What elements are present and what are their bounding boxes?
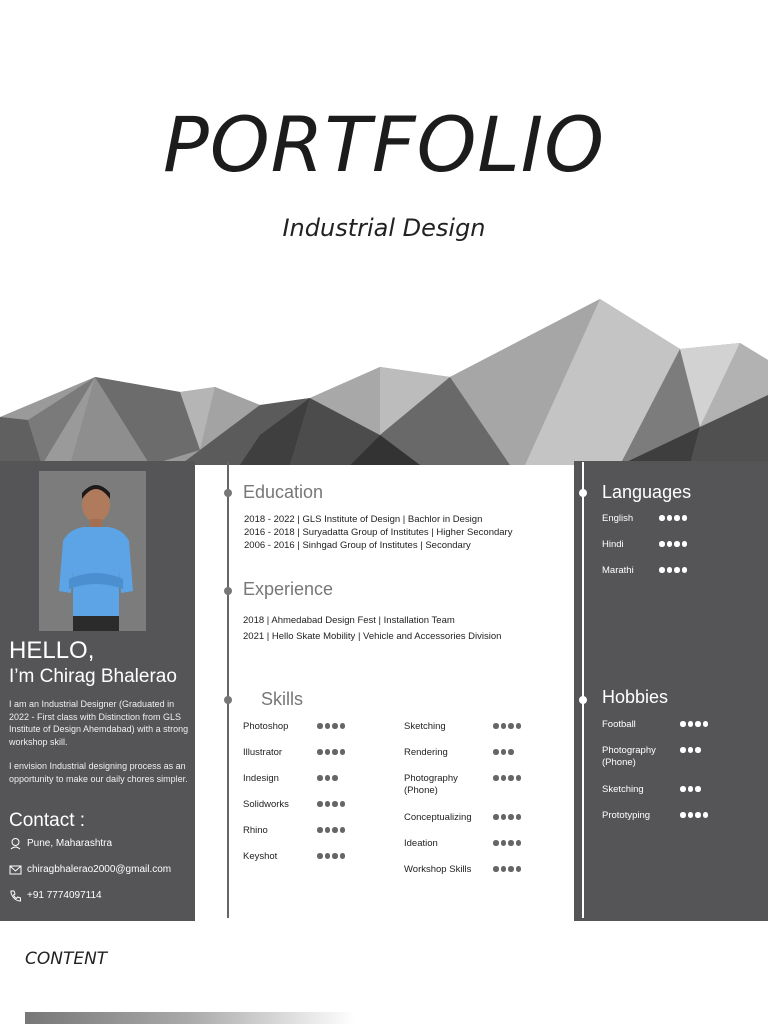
envelope-icon <box>9 863 22 876</box>
rating-dot <box>508 723 514 729</box>
rating-dot <box>688 747 694 753</box>
timeline-line <box>227 462 229 918</box>
rating-dot <box>317 775 323 781</box>
rating-dot <box>508 814 514 820</box>
location-pin-icon <box>9 837 22 850</box>
language-item-label: Hindi <box>602 539 624 550</box>
phone-link[interactable]: +91 7774097114 <box>27 889 102 901</box>
portfolio-title: PORTFOLIO <box>163 100 605 189</box>
rating-dots <box>659 565 687 577</box>
rating-dot <box>332 801 338 807</box>
rating-dot <box>501 814 507 820</box>
person-icon <box>39 471 146 631</box>
rating-dots <box>493 812 521 824</box>
skill-item-label: Sketching <box>404 721 446 732</box>
rating-dots <box>680 745 701 769</box>
skill-item <box>404 838 521 850</box>
rating-dot <box>325 801 331 807</box>
skill-item-label: Solidworks <box>243 799 289 810</box>
rating-dot <box>695 786 701 792</box>
rating-dots <box>493 864 521 876</box>
rating-dot <box>695 812 701 818</box>
content-label: CONTENT <box>25 949 108 969</box>
rating-dot <box>317 853 323 859</box>
rating-dot <box>659 515 665 521</box>
contact-heading: Contact : <box>9 810 86 831</box>
experience-item: 2021 | Hello Skate Mobility | Vehicle and Accessories Division <box>243 631 502 642</box>
hobby-item <box>602 719 708 731</box>
rating-dot <box>332 775 338 781</box>
rating-dots <box>659 539 687 551</box>
rating-dot <box>493 775 499 781</box>
timeline-dot-experience <box>224 587 232 595</box>
email-link[interactable]: chiragbhalerao2000@gmail.com <box>27 863 172 875</box>
language-item <box>602 565 687 577</box>
rating-dot <box>325 749 331 755</box>
rating-dot <box>340 827 346 833</box>
rating-dots <box>317 851 345 863</box>
rating-dot <box>703 812 709 818</box>
education-item: 2018 - 2022 | GLS Institute of Design | Bachlor in Design <box>244 514 483 525</box>
language-item <box>602 513 687 525</box>
greeting-heading: HELLO, <box>9 637 95 664</box>
skill-item-label: Keyshot <box>243 851 278 862</box>
phone-icon <box>9 889 22 902</box>
rating-dot <box>680 786 686 792</box>
skill-item <box>243 747 345 759</box>
rating-dots <box>680 784 701 796</box>
skill-item <box>243 773 338 785</box>
rating-dot <box>674 515 680 521</box>
rating-dot <box>688 812 694 818</box>
rating-dot <box>680 812 686 818</box>
hobby-item-label: Football <box>602 719 636 730</box>
location-text: Pune, Maharashtra <box>27 837 113 849</box>
education-heading: Education <box>243 482 324 502</box>
education-item: 2016 - 2018 | Suryadatta Group of Institutes | Higher Secondary <box>244 527 513 538</box>
rating-dot <box>508 840 514 846</box>
rating-dot <box>680 721 686 727</box>
skill-item <box>404 812 521 824</box>
right-timeline-line <box>582 462 584 918</box>
rating-dot <box>674 541 680 547</box>
rating-dot <box>501 749 507 755</box>
rating-dots <box>493 838 521 850</box>
skill-item-label: Rhino <box>243 825 268 836</box>
profile-photo <box>39 471 146 631</box>
skill-item <box>243 825 345 837</box>
hobbies-heading: Hobbies <box>602 687 669 707</box>
rating-dot <box>695 747 701 753</box>
hobby-item-label: Prototyping <box>602 810 651 821</box>
skill-item-label: Indesign <box>243 773 279 784</box>
rating-dots <box>317 721 345 733</box>
rating-dot <box>695 721 701 727</box>
rating-dot <box>325 827 331 833</box>
hobby-item-label: Sketching <box>602 784 644 795</box>
skill-item <box>404 864 521 876</box>
rating-dot <box>325 775 331 781</box>
rating-dot <box>688 721 694 727</box>
profile-panel <box>0 461 195 921</box>
timeline-dot-hobbies <box>579 696 587 704</box>
rating-dot <box>516 723 522 729</box>
skill-item-label: Conceptualizing <box>404 812 472 823</box>
gradient-bar <box>25 1012 355 1024</box>
skills-heading: Skills <box>261 689 304 709</box>
language-item <box>602 539 687 551</box>
rating-dots <box>317 773 338 785</box>
rating-dot <box>493 814 499 820</box>
rating-dot <box>493 866 499 872</box>
skill-item <box>243 851 345 863</box>
skill-item <box>243 799 345 811</box>
skill-item <box>404 721 521 733</box>
timeline-dot-languages <box>579 489 587 497</box>
rating-dots <box>493 747 514 759</box>
rating-dot <box>501 866 507 872</box>
rating-dot <box>332 853 338 859</box>
rating-dot <box>340 749 346 755</box>
skill-item-label: Photography (Phone) <box>404 773 458 796</box>
rating-dot <box>674 567 680 573</box>
rating-dots <box>659 513 687 525</box>
rating-dot <box>659 567 665 573</box>
rating-dot <box>516 866 522 872</box>
skill-item <box>404 747 514 759</box>
skill-item-label: Photoshop <box>243 721 289 732</box>
rating-dot <box>317 723 323 729</box>
skill-item <box>404 773 521 797</box>
language-item-label: English <box>602 513 634 524</box>
experience-heading: Experience <box>243 579 334 599</box>
rating-dot <box>325 723 331 729</box>
rating-dot <box>508 775 514 781</box>
rating-dot <box>501 840 507 846</box>
rating-dot <box>508 866 514 872</box>
rating-dot <box>688 786 694 792</box>
mountain-banner <box>0 295 768 465</box>
rating-dot <box>493 723 499 729</box>
hobby-item-label: Photography (Phone) <box>602 745 656 768</box>
rating-dot <box>516 840 522 846</box>
rating-dot <box>703 721 709 727</box>
about-paragraph-2: I envision Industrial designing process as an opportunity to make our daily chores simpler. <box>9 761 188 784</box>
rating-dot <box>332 827 338 833</box>
experience-item: 2018 | Ahmedabad Design Fest | Installation Team <box>243 615 455 626</box>
rating-dots <box>493 773 521 797</box>
rating-dot <box>317 749 323 755</box>
about-text <box>9 698 194 785</box>
hobby-item <box>602 810 708 822</box>
rating-dot <box>516 775 522 781</box>
rating-dot <box>317 801 323 807</box>
language-item-label: Marathi <box>602 565 634 576</box>
skill-item-label: Rendering <box>404 747 448 758</box>
rating-dots <box>680 719 708 731</box>
hobby-item <box>602 784 701 796</box>
hobby-item <box>602 745 701 769</box>
rating-dot <box>508 749 514 755</box>
rating-dot <box>682 541 688 547</box>
rating-dots <box>680 810 708 822</box>
rating-dot <box>332 723 338 729</box>
skill-item-label: Ideation <box>404 838 438 849</box>
rating-dot <box>340 853 346 859</box>
rating-dot <box>659 541 665 547</box>
rating-dot <box>682 515 688 521</box>
rating-dot <box>667 567 673 573</box>
contact-phone[interactable] <box>9 887 102 903</box>
about-paragraph-1: I am an Industrial Designer (Graduated in 2022 - First class with Distinction from GLS Institute of Design Ahemdabad) with a strong workshop skill. <box>9 699 189 747</box>
rating-dot <box>516 814 522 820</box>
skill-item-label: Illustrator <box>243 747 283 758</box>
rating-dot <box>501 775 507 781</box>
rating-dot <box>680 747 686 753</box>
profile-name: I’m Chirag Bhalerao <box>9 666 177 687</box>
education-item: 2006 - 2016 | Sinhgad Group of Institutes | Secondary <box>244 540 471 551</box>
rating-dots <box>317 825 345 837</box>
timeline-dot-skills <box>224 696 232 704</box>
rating-dots <box>317 747 345 759</box>
rating-dot <box>501 723 507 729</box>
skill-item-label: Workshop Skills <box>404 864 472 875</box>
rating-dot <box>340 801 346 807</box>
languages-heading: Languages <box>602 482 692 502</box>
contact-email[interactable] <box>9 861 171 877</box>
contact-location <box>9 835 112 851</box>
rating-dot <box>667 515 673 521</box>
rating-dots <box>317 799 345 811</box>
rating-dot <box>332 749 338 755</box>
rating-dot <box>317 827 323 833</box>
rating-dots <box>493 721 521 733</box>
skill-item <box>243 721 345 733</box>
portfolio-subtitle: Industrial Design <box>282 214 486 242</box>
rating-dot <box>682 567 688 573</box>
rating-dot <box>667 541 673 547</box>
rating-dot <box>325 853 331 859</box>
rating-dot <box>340 723 346 729</box>
rating-dot <box>493 840 499 846</box>
rating-dot <box>493 749 499 755</box>
timeline-dot-education <box>224 489 232 497</box>
